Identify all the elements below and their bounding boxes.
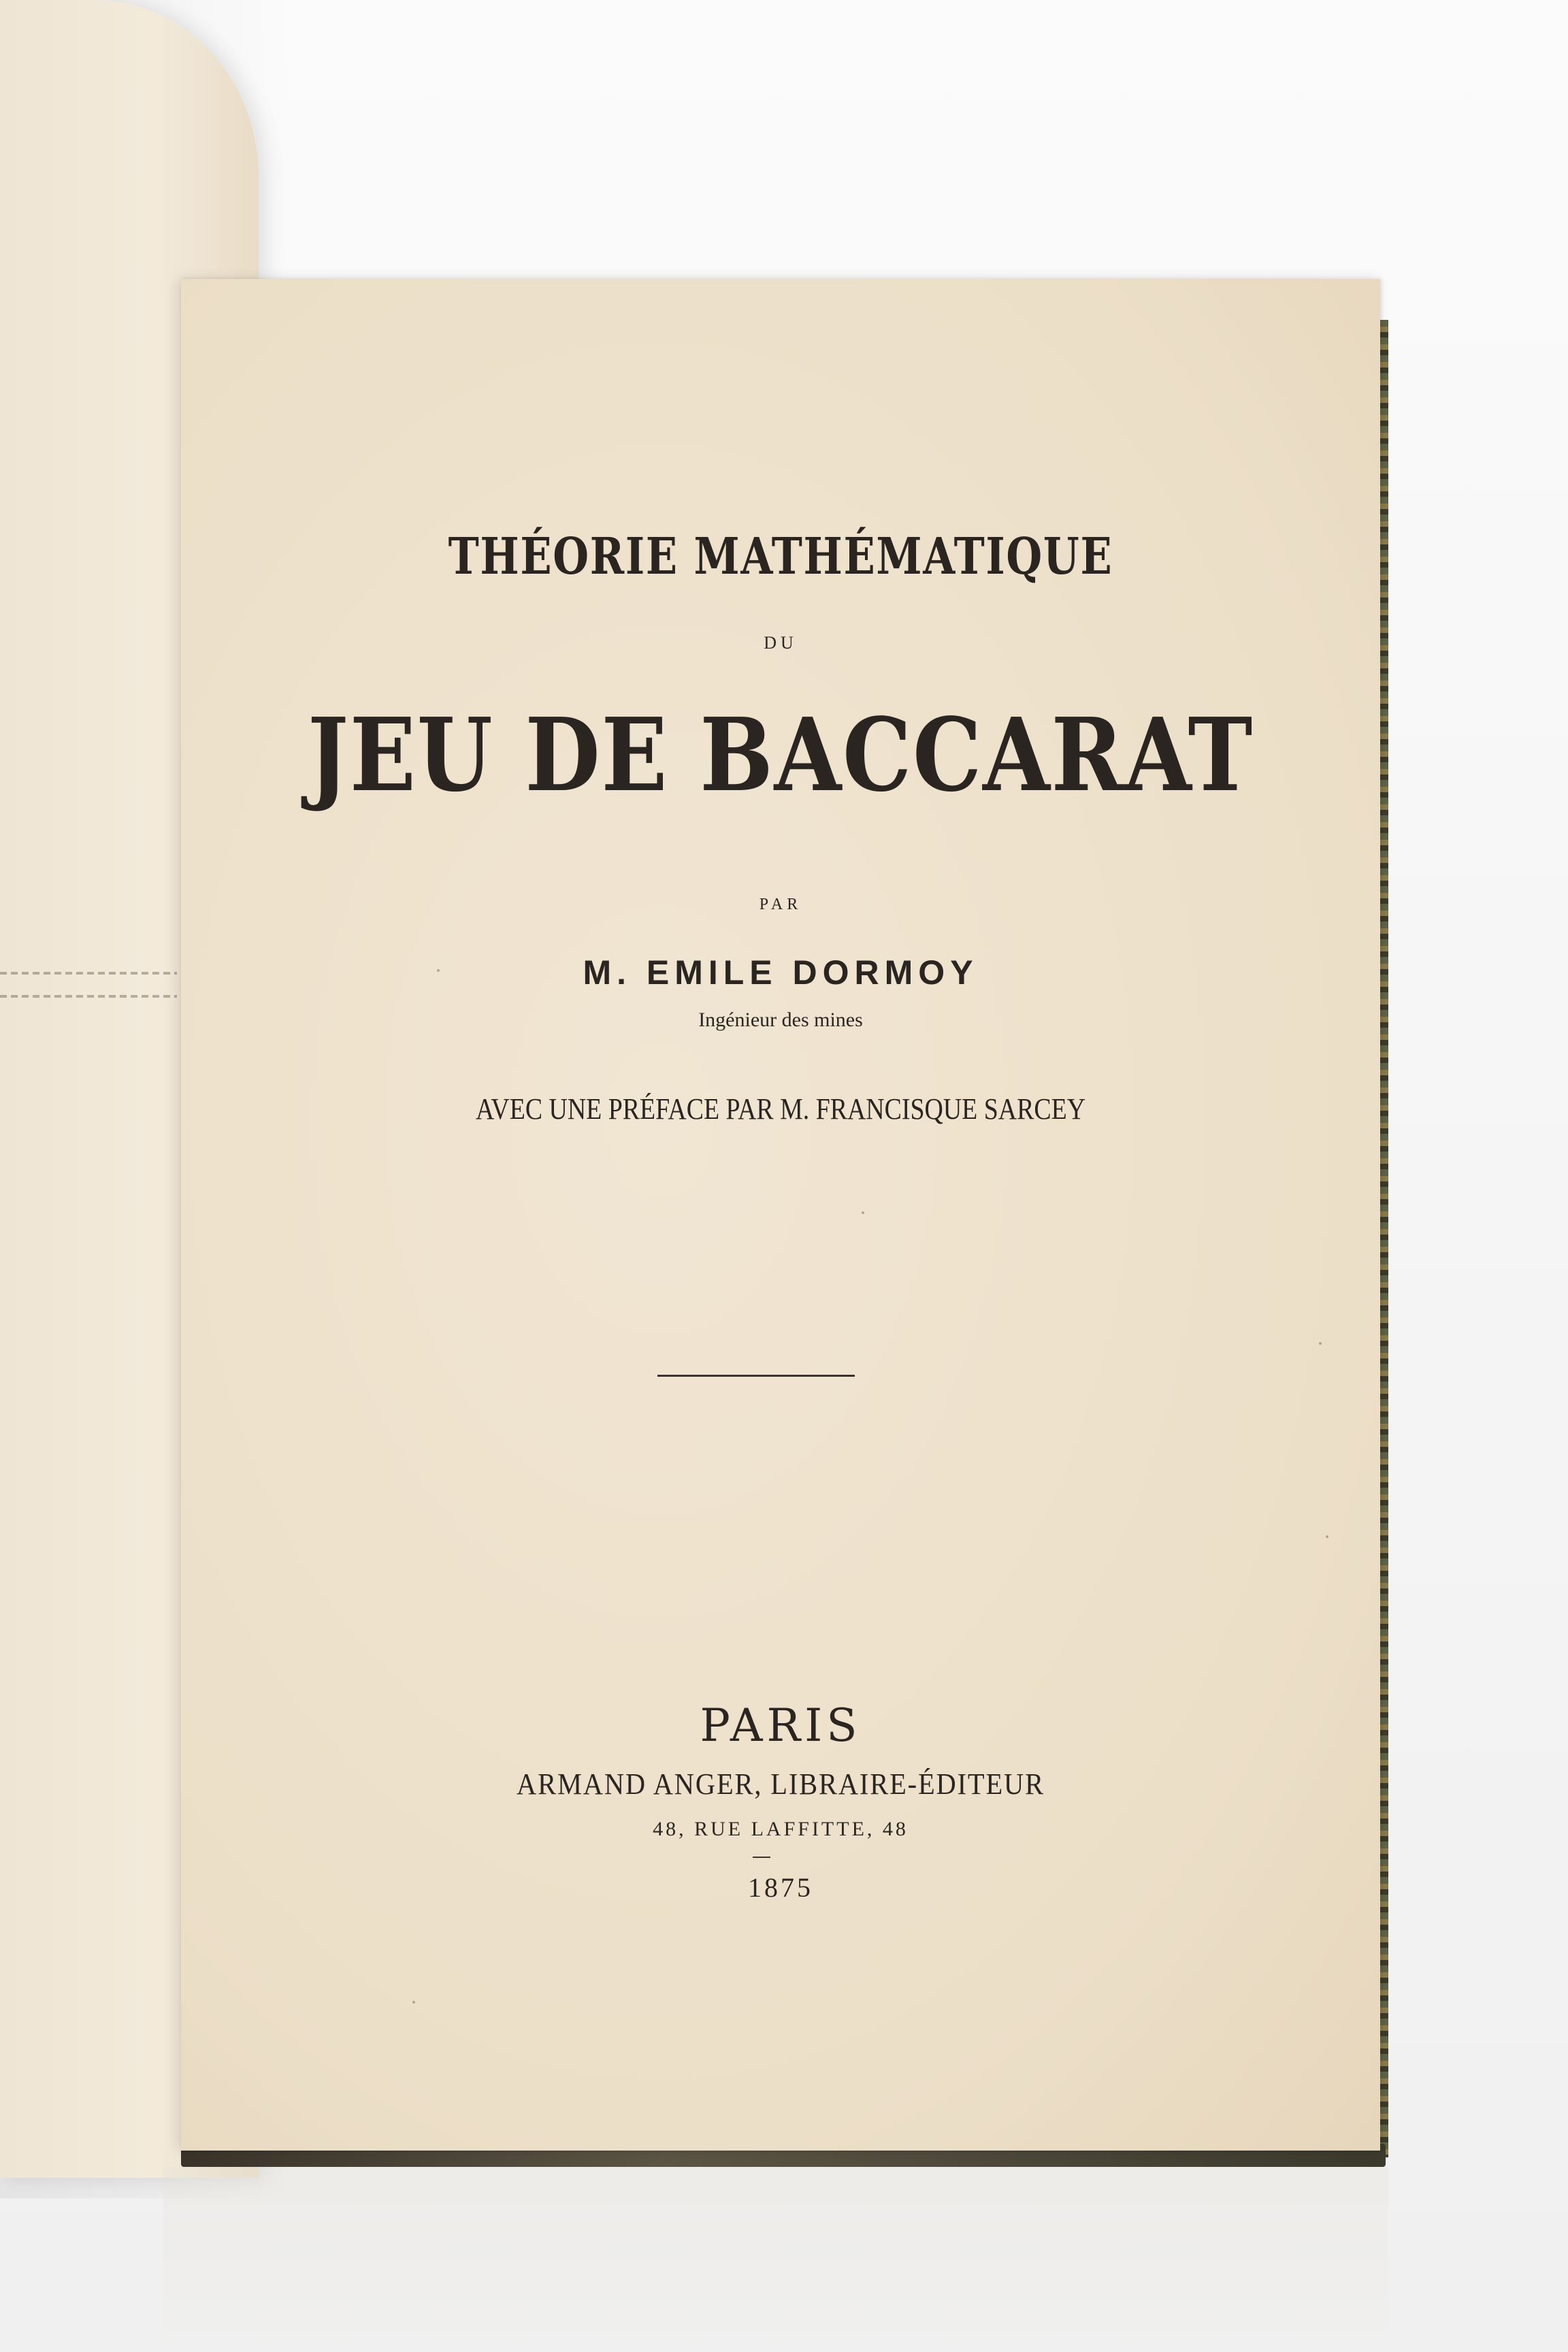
publisher-name: ARMAND ANGER, LIBRAIRE-ÉDITEUR xyxy=(517,1767,1045,1801)
paper-speck xyxy=(1326,1535,1328,1538)
author-name: M. EMILE DORMOY xyxy=(583,953,979,992)
title-page-content xyxy=(181,279,1380,2151)
paper-speck xyxy=(862,1211,864,1214)
table-reflection xyxy=(163,2167,1388,2352)
book-subtitle: THÉORIE MATHÉMATIQUE xyxy=(448,527,1113,586)
short-dash xyxy=(753,1857,770,1858)
preface-note: AVEC UNE PRÉFACE PAR M. FRANCISQUE SARCEY xyxy=(475,1092,1086,1126)
author-occupation: Ingénieur des mines xyxy=(698,1009,863,1031)
connector-word: DU xyxy=(764,633,798,653)
paper-speck xyxy=(412,2001,415,2004)
title-page xyxy=(181,279,1380,2151)
publisher-address: 48, RUE LAFFITTE, 48 xyxy=(653,1818,909,1840)
paper-speck xyxy=(437,969,440,972)
divider-rule xyxy=(657,1375,855,1377)
publication-place: PARIS xyxy=(700,1699,862,1752)
paper-speck xyxy=(1319,1342,1322,1345)
left-page-faint-text xyxy=(0,972,177,1026)
publication-year: 1875 xyxy=(748,1872,813,1903)
by-word: PAR xyxy=(759,896,802,913)
book-title: JEU DE BACCARAT xyxy=(307,696,1254,814)
marbled-edge xyxy=(1379,320,1388,2157)
